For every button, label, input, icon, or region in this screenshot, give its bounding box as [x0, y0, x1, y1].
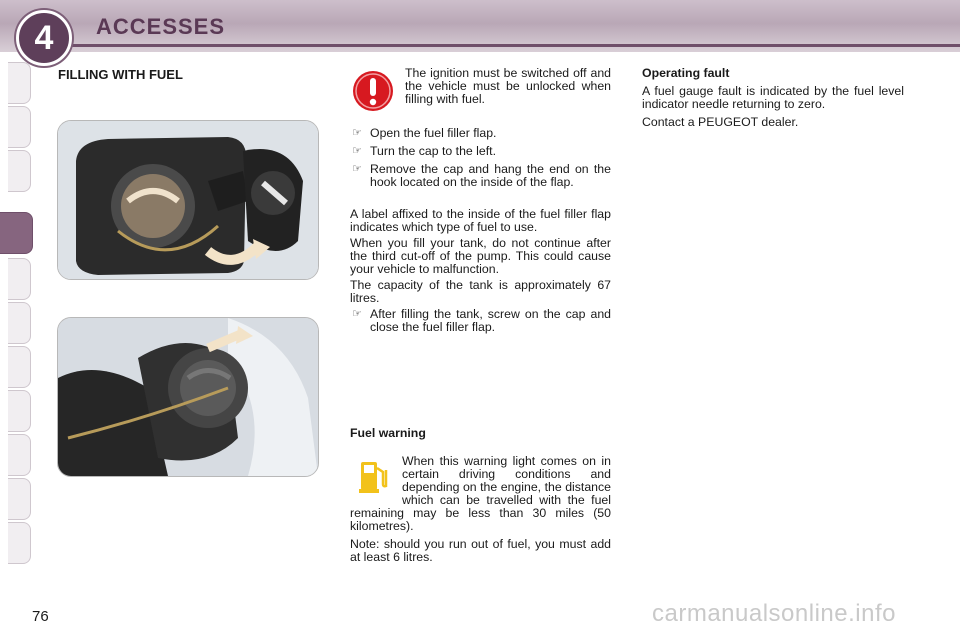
warning-text: The ignition must be switched off and the vehicle must be unlocked when filling with fuel.: [405, 66, 611, 106]
page-number: 76: [32, 608, 49, 625]
procedure-step: [350, 145, 611, 158]
watermark: carmanualsonline.info: [652, 600, 896, 627]
pointing-hand-icon: ☞: [352, 163, 362, 175]
fuel-flap-open-photo: [57, 120, 319, 280]
paragraph-cut-off: When you fill your tank, do not continue after the third cut-off of the pump. This could cause your vehicle to malfunction.: [350, 236, 611, 276]
chapter-tab[interactable]: [8, 62, 31, 104]
fuel-warning-title: Fuel warning: [350, 426, 426, 440]
chapter-title: ACCESSES: [96, 14, 226, 39]
header-rule: [60, 44, 960, 47]
step-text: After filling the tank, screw on the cap and close the fuel filler flap.: [370, 307, 611, 334]
operating-fault-title: Operating fault: [642, 66, 730, 80]
operating-fault-text: A fuel gauge fault is indicated by the fuel level indicator needle returning to zero.: [642, 84, 904, 111]
pointing-hand-icon: ☞: [352, 145, 362, 157]
chapter-tab[interactable]: [8, 346, 31, 388]
chapter-tab[interactable]: [8, 434, 31, 476]
warning-exclamation-icon: [352, 70, 394, 112]
chapter-tab[interactable]: [8, 522, 31, 564]
chapter-tab[interactable]: [8, 258, 31, 300]
chapter-tab[interactable]: [8, 106, 31, 148]
chapter-tab-active[interactable]: [0, 212, 33, 254]
step-text: Turn the cap to the left.: [370, 144, 497, 158]
section-title: FILLING WITH FUEL: [58, 67, 183, 82]
fuel-pump-icon: [356, 456, 390, 496]
operating-fault-contact: Contact a PEUGEOT dealer.: [642, 115, 799, 129]
paragraph-tank-capacity: The capacity of the tank is approximately 67 litres.: [350, 278, 611, 305]
chapter-number-badge: 4: [16, 10, 72, 66]
fuel-warning-note: Note: should you run out of fuel, you must add at least 6 litres.: [350, 537, 611, 564]
chapter-tab[interactable]: [8, 150, 31, 192]
procedure-step-final: [350, 308, 611, 334]
fuel-warning-body: When this warning light comes on in certain driving conditions and depending on the engine, the distance which can be travelled with the fuel remaining may be less than 30 miles (50 kilometres).: [350, 454, 611, 533]
procedure-step: [350, 127, 611, 140]
step-text: Remove the cap and hang the end on the hook located on the inside of the flap.: [370, 162, 611, 189]
chapter-tabs: [0, 62, 34, 577]
pointing-hand-icon: ☞: [352, 127, 362, 139]
pointing-hand-icon: ☞: [352, 308, 362, 320]
body-paragraphs: [350, 208, 611, 339]
chapter-tab[interactable]: [8, 478, 31, 520]
paragraph-fuel-label: A label affixed to the inside of the fuel filler flap indicates which type of fuel to use.: [350, 207, 611, 234]
chapter-tab[interactable]: [8, 390, 31, 432]
operating-fault-block: [642, 67, 904, 134]
procedure-step: [350, 163, 611, 189]
fuel-cap-hook-photo: [57, 317, 319, 477]
chapter-tab[interactable]: [8, 302, 31, 344]
procedure-steps: [350, 127, 611, 194]
step-text: Open the fuel filler flap.: [370, 126, 497, 140]
